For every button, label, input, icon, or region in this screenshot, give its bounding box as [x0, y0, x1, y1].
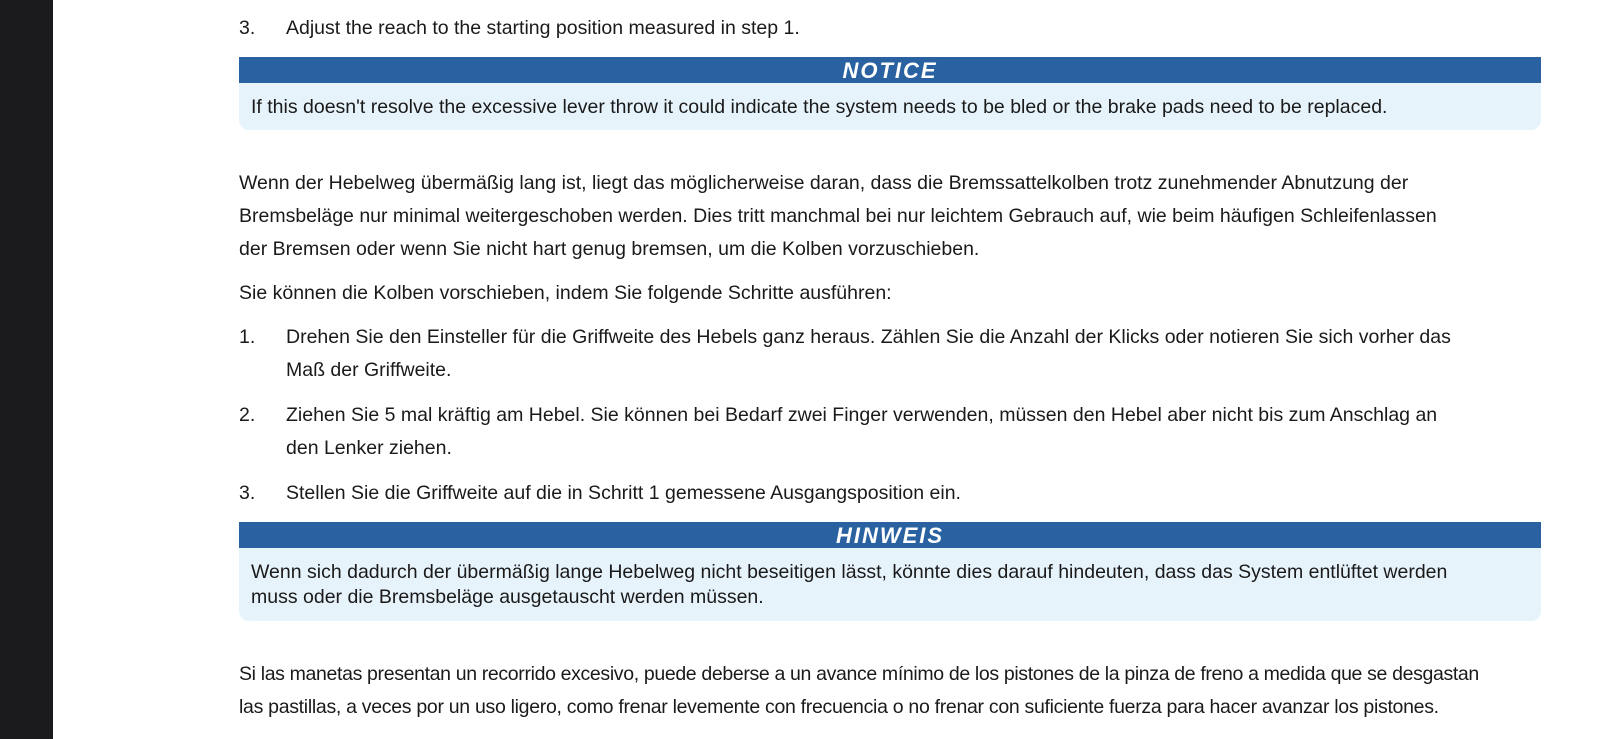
de-steps-intro: Sie können die Kolben vorschieben, indem Sie folgende Schritte ausführen:: [239, 282, 892, 304]
document-page: [53, 0, 1600, 739]
de-step-1-line-1: Drehen Sie den Einsteller für die Griffweite des Hebels ganz heraus. Zählen Sie die Anzahl der Klicks oder notieren Sie sich vorher das: [286, 326, 1451, 348]
hinweis-body-line-2: muss oder die Bremsbeläge ausgetauscht werden müssen.: [251, 586, 764, 608]
de-step-1-number: 1.: [239, 326, 256, 348]
de-intro-line-1: Wenn der Hebelweg übermäßig lang ist, liegt das möglicherweise daran, dass die Bremssattelkolben trotz zunehmender Abnutzung der: [239, 172, 1409, 194]
de-step-2-line-2: den Lenker ziehen.: [286, 437, 452, 459]
viewer-left-margin: [0, 0, 53, 739]
en-step-3-text: Adjust the reach to the starting position measured in step 1.: [286, 17, 800, 39]
en-step-3-number: 3.: [239, 17, 256, 39]
notice-body-text: If this doesn't resolve the excessive lever throw it could indicate the system needs to be bled or the brake pads need to be replaced.: [251, 96, 1388, 118]
hinweis-title: HINWEIS: [239, 522, 1541, 548]
de-intro-line-2: Bremsbeläge nur minimal weitergeschoben werden. Dies tritt manchmal bei nur leichtem Gebrauch auf, wie beim häufigen Schleifenlassen: [239, 205, 1437, 227]
de-step-1-line-2: Maß der Griffweite.: [286, 359, 452, 381]
notice-body: [239, 83, 1541, 130]
de-step-2-number: 2.: [239, 404, 256, 426]
de-step-3-number: 3.: [239, 482, 256, 504]
de-step-3-line-1: Stellen Sie die Griffweite auf die in Schritt 1 gemessene Ausgangsposition ein.: [286, 482, 961, 504]
es-intro-line-1: Si las manetas presentan un recorrido excesivo, puede deberse a un avance mínimo de los pistones de la pinza de freno a medida que se desgastan: [239, 663, 1479, 685]
notice-title: NOTICE: [239, 57, 1541, 83]
es-intro-line-2: las pastillas, a veces por un uso ligero, como frenar levemente con frecuencia o no frenar con suficiente fuerza para hacer avanzar los pistones.: [239, 696, 1439, 718]
de-intro-line-3: der Bremsen oder wenn Sie nicht hart genug bremsen, um die Kolben vorzuschieben.: [239, 238, 980, 260]
de-step-2-line-1: Ziehen Sie 5 mal kräftig am Hebel. Sie können bei Bedarf zwei Finger verwenden, müssen den Hebel aber nicht bis zum Anschlag an: [286, 404, 1438, 426]
hinweis-body-line-1: Wenn sich dadurch der übermäßig lange Hebelweg nicht beseitigen lässt, könnte dies darauf hindeuten, dass das System entlüftet werden: [251, 561, 1448, 583]
hinweis-body: [239, 548, 1541, 621]
